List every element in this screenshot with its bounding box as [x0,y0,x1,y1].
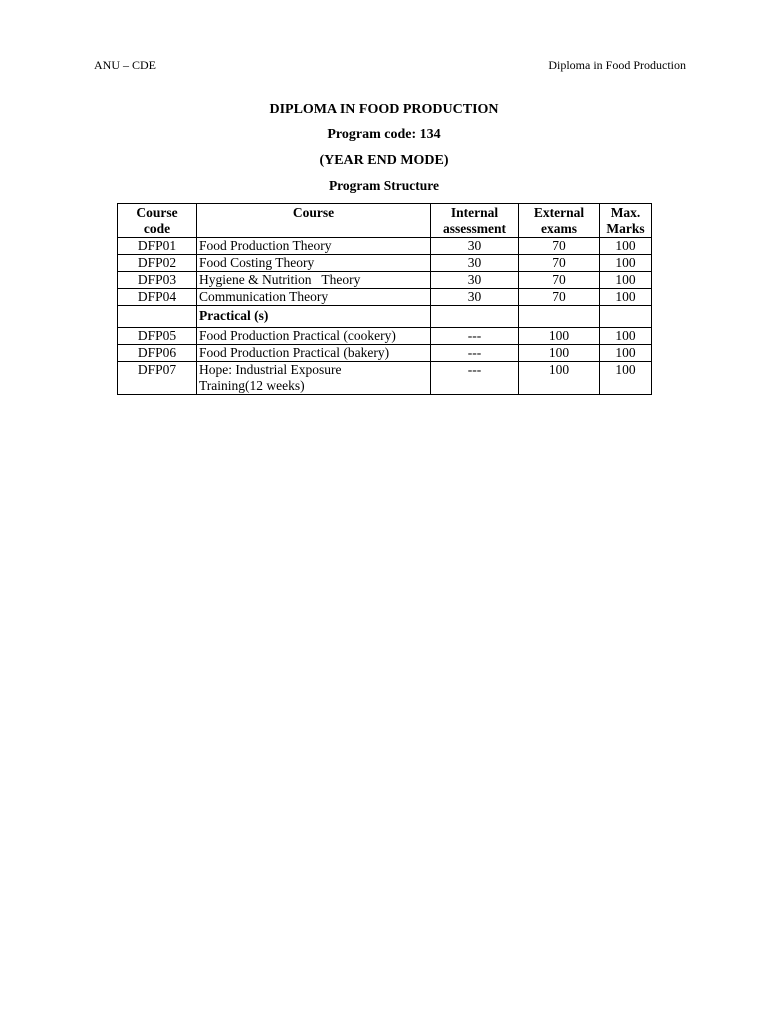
max-marks-cell: 100 [600,345,652,362]
course-code-cell: DFP07 [118,362,197,395]
course-name-cell: Communication Theory [197,289,431,306]
external-marks-cell: 100 [519,345,600,362]
internal-marks-cell: --- [431,362,519,395]
program-structure-heading: Program Structure [328,178,440,193]
course-name-cell: Food Costing Theory [197,255,431,272]
program-mode: (YEAR END MODE) [319,153,449,168]
table-row [118,272,652,289]
external-marks-cell: 70 [519,289,600,306]
practical-subheading: Practical (s) [197,306,431,328]
header-course-code-line1: Course [136,205,178,220]
table-row [118,362,652,395]
course-code-cell: DFP02 [118,255,197,272]
course-name-line2: Training(12 weeks) [199,378,305,393]
course-code-cell: DFP06 [118,345,197,362]
program-code: Program code: 134 [327,127,441,142]
max-marks-cell: 100 [600,328,652,345]
max-marks-cell: 100 [600,289,652,306]
table-row [118,345,652,362]
course-code-cell: DFP05 [118,328,197,345]
page-header-left: ANU – CDE [94,58,156,72]
header-course-label: Course [292,205,335,220]
internal-marks-cell: --- [431,328,519,345]
external-marks-cell: 100 [519,362,600,395]
header-course [197,204,431,238]
header-course-code [118,204,197,238]
table-row [118,238,652,255]
table-row [118,289,652,306]
max-marks-cell: 100 [600,255,652,272]
header-internal-assessment [431,204,519,238]
internal-marks-cell: 30 [431,238,519,255]
document-title: DIPLOMA IN FOOD PRODUCTION [269,102,499,117]
course-code-cell: DFP04 [118,289,197,306]
course-name-cell [197,362,431,395]
header-external-line2: exams [541,221,577,236]
program-structure-table [117,203,652,395]
external-marks-cell: 70 [519,238,600,255]
internal-marks-cell: --- [431,345,519,362]
table-row [118,255,652,272]
external-marks-cell: 70 [519,272,600,289]
empty-cell [118,306,197,328]
table-header-row [118,204,652,238]
empty-cell [431,306,519,328]
max-marks-cell: 100 [600,272,652,289]
internal-marks-cell: 30 [431,289,519,306]
header-course-code-line2: code [143,221,171,236]
course-name-cell: Food Production Practical (cookery) [197,328,431,345]
header-max-line1: Max. [610,205,641,220]
course-code-cell: DFP01 [118,238,197,255]
header-internal-line2: assessment [443,221,506,236]
external-marks-cell: 70 [519,255,600,272]
course-name-line1: Hope: Industrial Exposure [199,362,342,377]
max-marks-cell: 100 [600,362,652,395]
course-code-cell: DFP03 [118,272,197,289]
table-row [118,328,652,345]
header-internal-line1: Internal [450,205,499,220]
empty-cell [519,306,600,328]
external-marks-cell: 100 [519,328,600,345]
course-name-cell: Food Production Practical (bakery) [197,345,431,362]
course-name-cell: Food Production Theory [197,238,431,255]
course-name-cell: Hygiene & Nutrition Theory [197,272,431,289]
empty-cell [600,306,652,328]
header-external-line1: External [533,205,585,220]
header-external-exams [519,204,600,238]
page-header-right: Diploma in Food Production [548,58,686,72]
internal-marks-cell: 30 [431,272,519,289]
practical-subheading-row [118,306,652,328]
internal-marks-cell: 30 [431,255,519,272]
max-marks-cell: 100 [600,238,652,255]
header-max-marks [600,204,652,238]
header-max-line2: Marks [606,221,645,236]
